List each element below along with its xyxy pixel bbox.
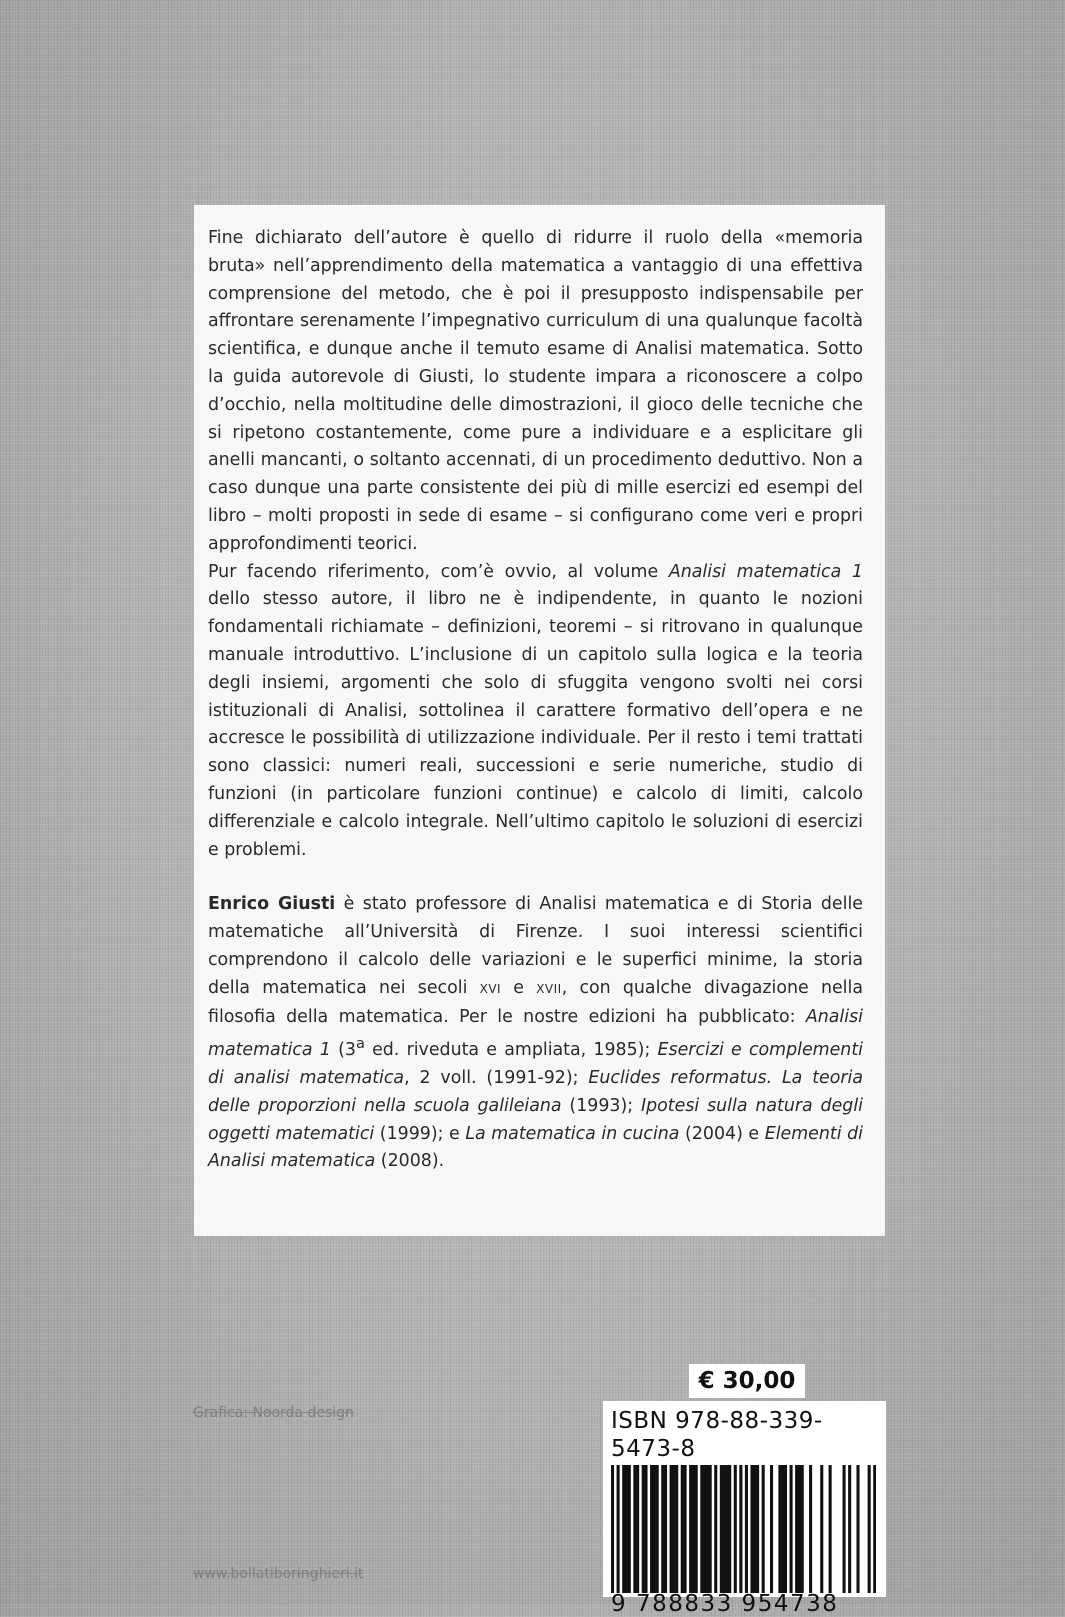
barcode-bar — [753, 1465, 756, 1593]
barcode-bar — [617, 1465, 620, 1593]
design-credit: Grafica: Noorda design — [193, 1405, 354, 1421]
barcode-bar — [829, 1465, 832, 1593]
barcode-bar — [848, 1465, 851, 1593]
barcode-bar — [689, 1465, 692, 1593]
barcode-bar — [723, 1465, 726, 1593]
barcode-bar — [672, 1465, 675, 1593]
barcode-bar — [644, 1465, 647, 1593]
barcode-bar — [625, 1465, 628, 1593]
barcode-bar — [873, 1465, 876, 1593]
publisher-website: www.bollatiboringhieri.it — [193, 1566, 364, 1582]
barcode-bar — [801, 1465, 804, 1593]
barcode-bar — [790, 1465, 793, 1593]
barcode-bar — [628, 1465, 631, 1593]
barcode-bar — [770, 1465, 773, 1593]
barcode-bar — [656, 1465, 659, 1593]
author-biography: Enrico Giusti è stato professore di Analisi matematica e di Storia delle matematiche all’Università di Firenze. I suoi interessi scientifici comprendono il calcolo delle variazioni e le superfici minime, la storia della matematica nei secoli XVI e XVII, con qualche divagazione nella filosofia della matematica. Per le nostre edizioni ha pubblicato: Analisi matematica 1 (3$^a$ ed. riveduta e ampliata, 1985); Esercizi e complementi di analisi matematica, 2 voll. (1991-92); Euclides reformatus. La teoria delle proporzioni nella scuola galileiana (1993); Ipotesi sulla natura degli oggetti matematici (1999); e La matematica in cucina (2004) e Elementi di Analisi matematica (2008). — [208, 894, 863, 1172]
barcode-image — [611, 1465, 876, 1593]
barcode-bar — [661, 1465, 664, 1593]
barcode-bar — [728, 1465, 731, 1593]
barcode-bar — [653, 1465, 656, 1593]
barcode-bar — [725, 1465, 728, 1593]
barcode-bar — [703, 1465, 706, 1593]
barcode-bar — [714, 1465, 717, 1593]
barcode-bar — [762, 1465, 765, 1593]
barcode-bar — [756, 1465, 759, 1593]
barcode-bar — [781, 1465, 784, 1593]
barcode-bar — [675, 1465, 678, 1593]
referenced-book-title: Analisi matematica 1 — [668, 561, 863, 582]
barcode-bar — [820, 1465, 823, 1593]
barcode-bar — [642, 1465, 645, 1593]
description-paragraph-1: Fine dichiarato dell’autore è quello di ridurre il ruolo della «memoria bruta» nell’apprendimento della matematica a vantaggio di una effettiva comprensione del metodo, che è poi il presupposto indispensabile per affrontare serenamente l’impegnativo curriculum di una qualunque facoltà scientifica, e dunque anche il temuto esame di Analisi matematica. Sotto la guida autorevole di Giusti, lo studente impara a riconoscere a colpo d’occhio, nella moltitudine delle dimostrazioni, il gioco delle tecniche che si ripetono costantemente, come pure a individuare e a esplicitare gli anelli mancanti, o soltanto accennati, di un procedimento deduttivo. Non a caso dunque una parte consistente dei più di mille esercizi ed esempi del libro – molti proposti in sede di esame – si configurano come veri e propri approfondimenti teorici. — [208, 228, 863, 554]
price-label: € 30,00 — [689, 1364, 805, 1398]
barcode-bar — [778, 1465, 781, 1593]
barcode-bar — [750, 1465, 753, 1593]
barcode-bar — [868, 1465, 871, 1593]
barcode-bar — [633, 1465, 636, 1593]
barcode-bar — [692, 1465, 695, 1593]
isbn-label: ISBN 978-88-339-5473-8 — [611, 1408, 823, 1462]
barcode-bar — [798, 1465, 801, 1593]
back-cover-text-panel — [194, 205, 885, 1236]
barcode-bar — [650, 1465, 653, 1593]
barcode-bar — [739, 1465, 742, 1593]
barcode-bar — [684, 1465, 687, 1593]
barcode-bar — [670, 1465, 673, 1593]
barcode-bar — [706, 1465, 709, 1593]
barcode-bar — [636, 1465, 639, 1593]
barcode-bar — [856, 1465, 859, 1593]
barcode-bar — [622, 1465, 625, 1593]
barcode-bar — [611, 1465, 614, 1593]
barcode-bar — [734, 1465, 737, 1593]
barcode-bar — [695, 1465, 698, 1593]
author-name: Enrico Giusti — [208, 894, 336, 915]
barcode-bar — [681, 1465, 684, 1593]
isbn-barcode-block — [603, 1401, 886, 1617]
barcode-bar — [700, 1465, 703, 1593]
ean-digits: 9 788833 954738 — [611, 1591, 839, 1617]
barcode-bar — [784, 1465, 787, 1593]
barcode-bar — [709, 1465, 712, 1593]
barcode-bar — [795, 1465, 798, 1593]
description-paragraph-2: Pur facendo riferimento, com’è ovvio, al volume Analisi matematica 1 dello stesso autore, il libro ne è indipendente, in quanto le nozioni fondamentali richiamate – definizioni, teoremi – si ritrovano in qualunque manuale introduttivo. L’inclusione di un capitolo sulla logica e la teoria degli insiemi, argomenti che solo di sfuggita vengono svolti nei corsi istituzionali di Analisi, sottolinea il carattere formativo dell’opera e ne accresce le possibilità di utilizzazione individuale. Per il resto i temi trattati sono classici: numeri reali, successioni e serie numeriche, studio di funzioni (in particolare funzioni continue) e calcolo di limiti, calcolo differenziale e calcolo integrale. Nell’ultimo capitolo le soluzioni di esercizi e problemi. — [208, 561, 863, 860]
barcode-bar — [843, 1465, 846, 1593]
barcode-bar — [664, 1465, 667, 1593]
barcode-bar — [809, 1465, 812, 1593]
barcode-bar — [720, 1465, 723, 1593]
barcode-bar — [745, 1465, 748, 1593]
